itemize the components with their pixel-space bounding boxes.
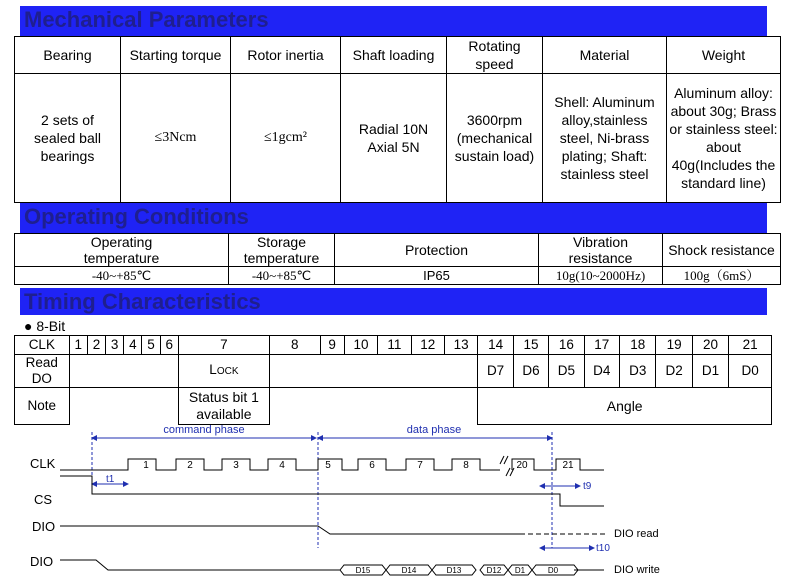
mechanical-header-row (15, 37, 781, 74)
operating-value-row (15, 267, 781, 285)
operating-title: Operating Conditions (20, 203, 767, 233)
write-bit: D14 (401, 566, 417, 575)
dio-write-label: DIO write (614, 564, 660, 576)
pulse-label: 8 (463, 460, 469, 471)
timing-read-empty-1 (69, 355, 178, 388)
write-bit: D0 (547, 566, 559, 575)
data-phase-label: data phase (406, 424, 462, 436)
clk-num: 2 (87, 336, 105, 355)
dio-read-waveform (60, 526, 520, 534)
clk-num: 4 (124, 336, 142, 355)
mech-header-inertia: Rotor inertia (231, 37, 341, 74)
op-value-protection: IP65 (335, 267, 539, 285)
signal-cs-label: CS (34, 492, 53, 507)
timing-angle-note: Angle (478, 388, 772, 425)
timing-clk-row (15, 336, 772, 355)
mech-value-material: Shell: Aluminum alloy,stainless steel, Ni-brass plating; Shaft: stainless steel (543, 74, 667, 203)
signal-clk-label: CLK (30, 456, 56, 471)
op-value-shock: 100g（6mS） (663, 267, 781, 285)
op-value-operating-temp: -40~+85℃ (15, 267, 229, 285)
timing-read-empty-2 (269, 355, 477, 388)
clk-num: 12 (411, 336, 444, 355)
clk-num: 18 (620, 336, 656, 355)
pulse-label: 3 (233, 460, 239, 471)
clk-num: 21 (729, 336, 772, 355)
operating-header-row (15, 234, 781, 267)
op-value-vibration: 10g(10~2000Hz) (539, 267, 663, 285)
mechanical-title: Mechanical Parameters (20, 6, 767, 36)
clk-num: 13 (444, 336, 477, 355)
data-bit: D6 (513, 355, 548, 388)
timing-read-label: Read DO (15, 355, 70, 388)
dio-write-bits (340, 565, 604, 575)
timing-note-label: Note (15, 388, 70, 425)
mech-header-shaft: Shaft loading (341, 37, 447, 74)
mech-value-speed: 3600rpm (mechanical sustain load) (447, 74, 543, 203)
mech-value-shaft: Radial 10N Axial 5N (341, 74, 447, 203)
clk-num: 15 (513, 336, 548, 355)
t1-label: t1 (106, 474, 115, 485)
data-bit: D1 (692, 355, 728, 388)
pulse-label: 6 (369, 460, 375, 471)
pulse-label: 2 (187, 460, 193, 471)
lock-L: L (209, 362, 217, 377)
dio-write-waveform (60, 560, 340, 570)
clk-num: 19 (656, 336, 692, 355)
signal-dio-read-label: DIO (32, 519, 56, 534)
operating-table (14, 233, 781, 285)
cs-waveform (60, 476, 604, 506)
command-phase-label: command phase (163, 424, 245, 436)
timing-diagram (0, 418, 810, 588)
write-bit: D12 (486, 566, 502, 575)
mech-value-weight: Aluminum alloy: about 30g; Brass or stainless steel: about 40g(Includes the standard line) (667, 74, 781, 203)
signal-dio-write-label: DIO (30, 554, 54, 569)
timing-clk-label: CLK (15, 336, 70, 355)
data-bit: D0 (729, 355, 772, 388)
write-bit: D1 (514, 566, 526, 575)
data-bit: D3 (620, 355, 656, 388)
mech-value-inertia: ≤1gcm² (231, 74, 341, 203)
clk-num: 3 (106, 336, 124, 355)
clk-num: 1 (69, 336, 87, 355)
dio-read-label: DIO read (614, 528, 659, 540)
clk-num: 14 (478, 336, 513, 355)
clk-num: 6 (160, 336, 178, 355)
clk-num: 20 (692, 336, 728, 355)
mech-header-material: Material (543, 37, 667, 74)
clk-num: 7 (178, 336, 269, 355)
timing-table (14, 335, 772, 425)
t10-label: t10 (596, 543, 610, 554)
timing-bullet-label: 8-Bit (36, 318, 66, 334)
data-bit: D4 (584, 355, 619, 388)
write-bit: D13 (446, 566, 462, 575)
timing-bullet (24, 318, 65, 334)
write-bit: D15 (355, 566, 371, 575)
pulse-label: 1 (143, 460, 149, 471)
op-value-storage-temp: -40~+85℃ (229, 267, 335, 285)
pulse-label: 5 (325, 460, 331, 471)
clk-num: 5 (142, 336, 160, 355)
mech-value-torque: ≤3Ncm (121, 74, 231, 203)
pulse-label: 20 (516, 460, 528, 471)
op-header-vibration: Vibration resistance (539, 234, 663, 267)
mech-header-torque: Starting torque (121, 37, 231, 74)
timing-read-row (15, 355, 772, 388)
op-header-storage-temp: Storage temperature (229, 234, 335, 267)
timing-lock-cell (178, 355, 269, 388)
mech-header-speed: Rotating speed (447, 37, 543, 74)
clk-num: 16 (549, 336, 584, 355)
clk-num: 8 (269, 336, 320, 355)
op-header-shock: Shock resistance (663, 234, 781, 267)
mech-header-weight: Weight (667, 37, 781, 74)
op-header-operating-temp: Operating temperature (15, 234, 229, 267)
mech-value-bearing: 2 sets of sealed ball bearings (15, 74, 121, 203)
bullet-dot-icon: ● (24, 318, 33, 334)
pulse-label: 21 (562, 460, 574, 471)
lock-rest: OCK (216, 366, 239, 377)
clk-num: 17 (584, 336, 619, 355)
mechanical-value-row (15, 74, 781, 203)
data-bit: D7 (478, 355, 513, 388)
timing-status-note: Status bit 1 available (178, 388, 269, 425)
mech-header-bearing: Bearing (15, 37, 121, 74)
clk-num: 10 (344, 336, 377, 355)
data-bit: D2 (656, 355, 692, 388)
clk-num: 11 (378, 336, 411, 355)
mechanical-table (14, 36, 781, 203)
t9-label: t9 (583, 481, 592, 492)
op-header-protection: Protection (335, 234, 539, 267)
data-bit: D5 (549, 355, 584, 388)
pulse-label: 4 (279, 460, 285, 471)
timing-title: Timing Characteristics (20, 288, 767, 315)
clk-num: 9 (320, 336, 344, 355)
pulse-label: 7 (417, 460, 423, 471)
